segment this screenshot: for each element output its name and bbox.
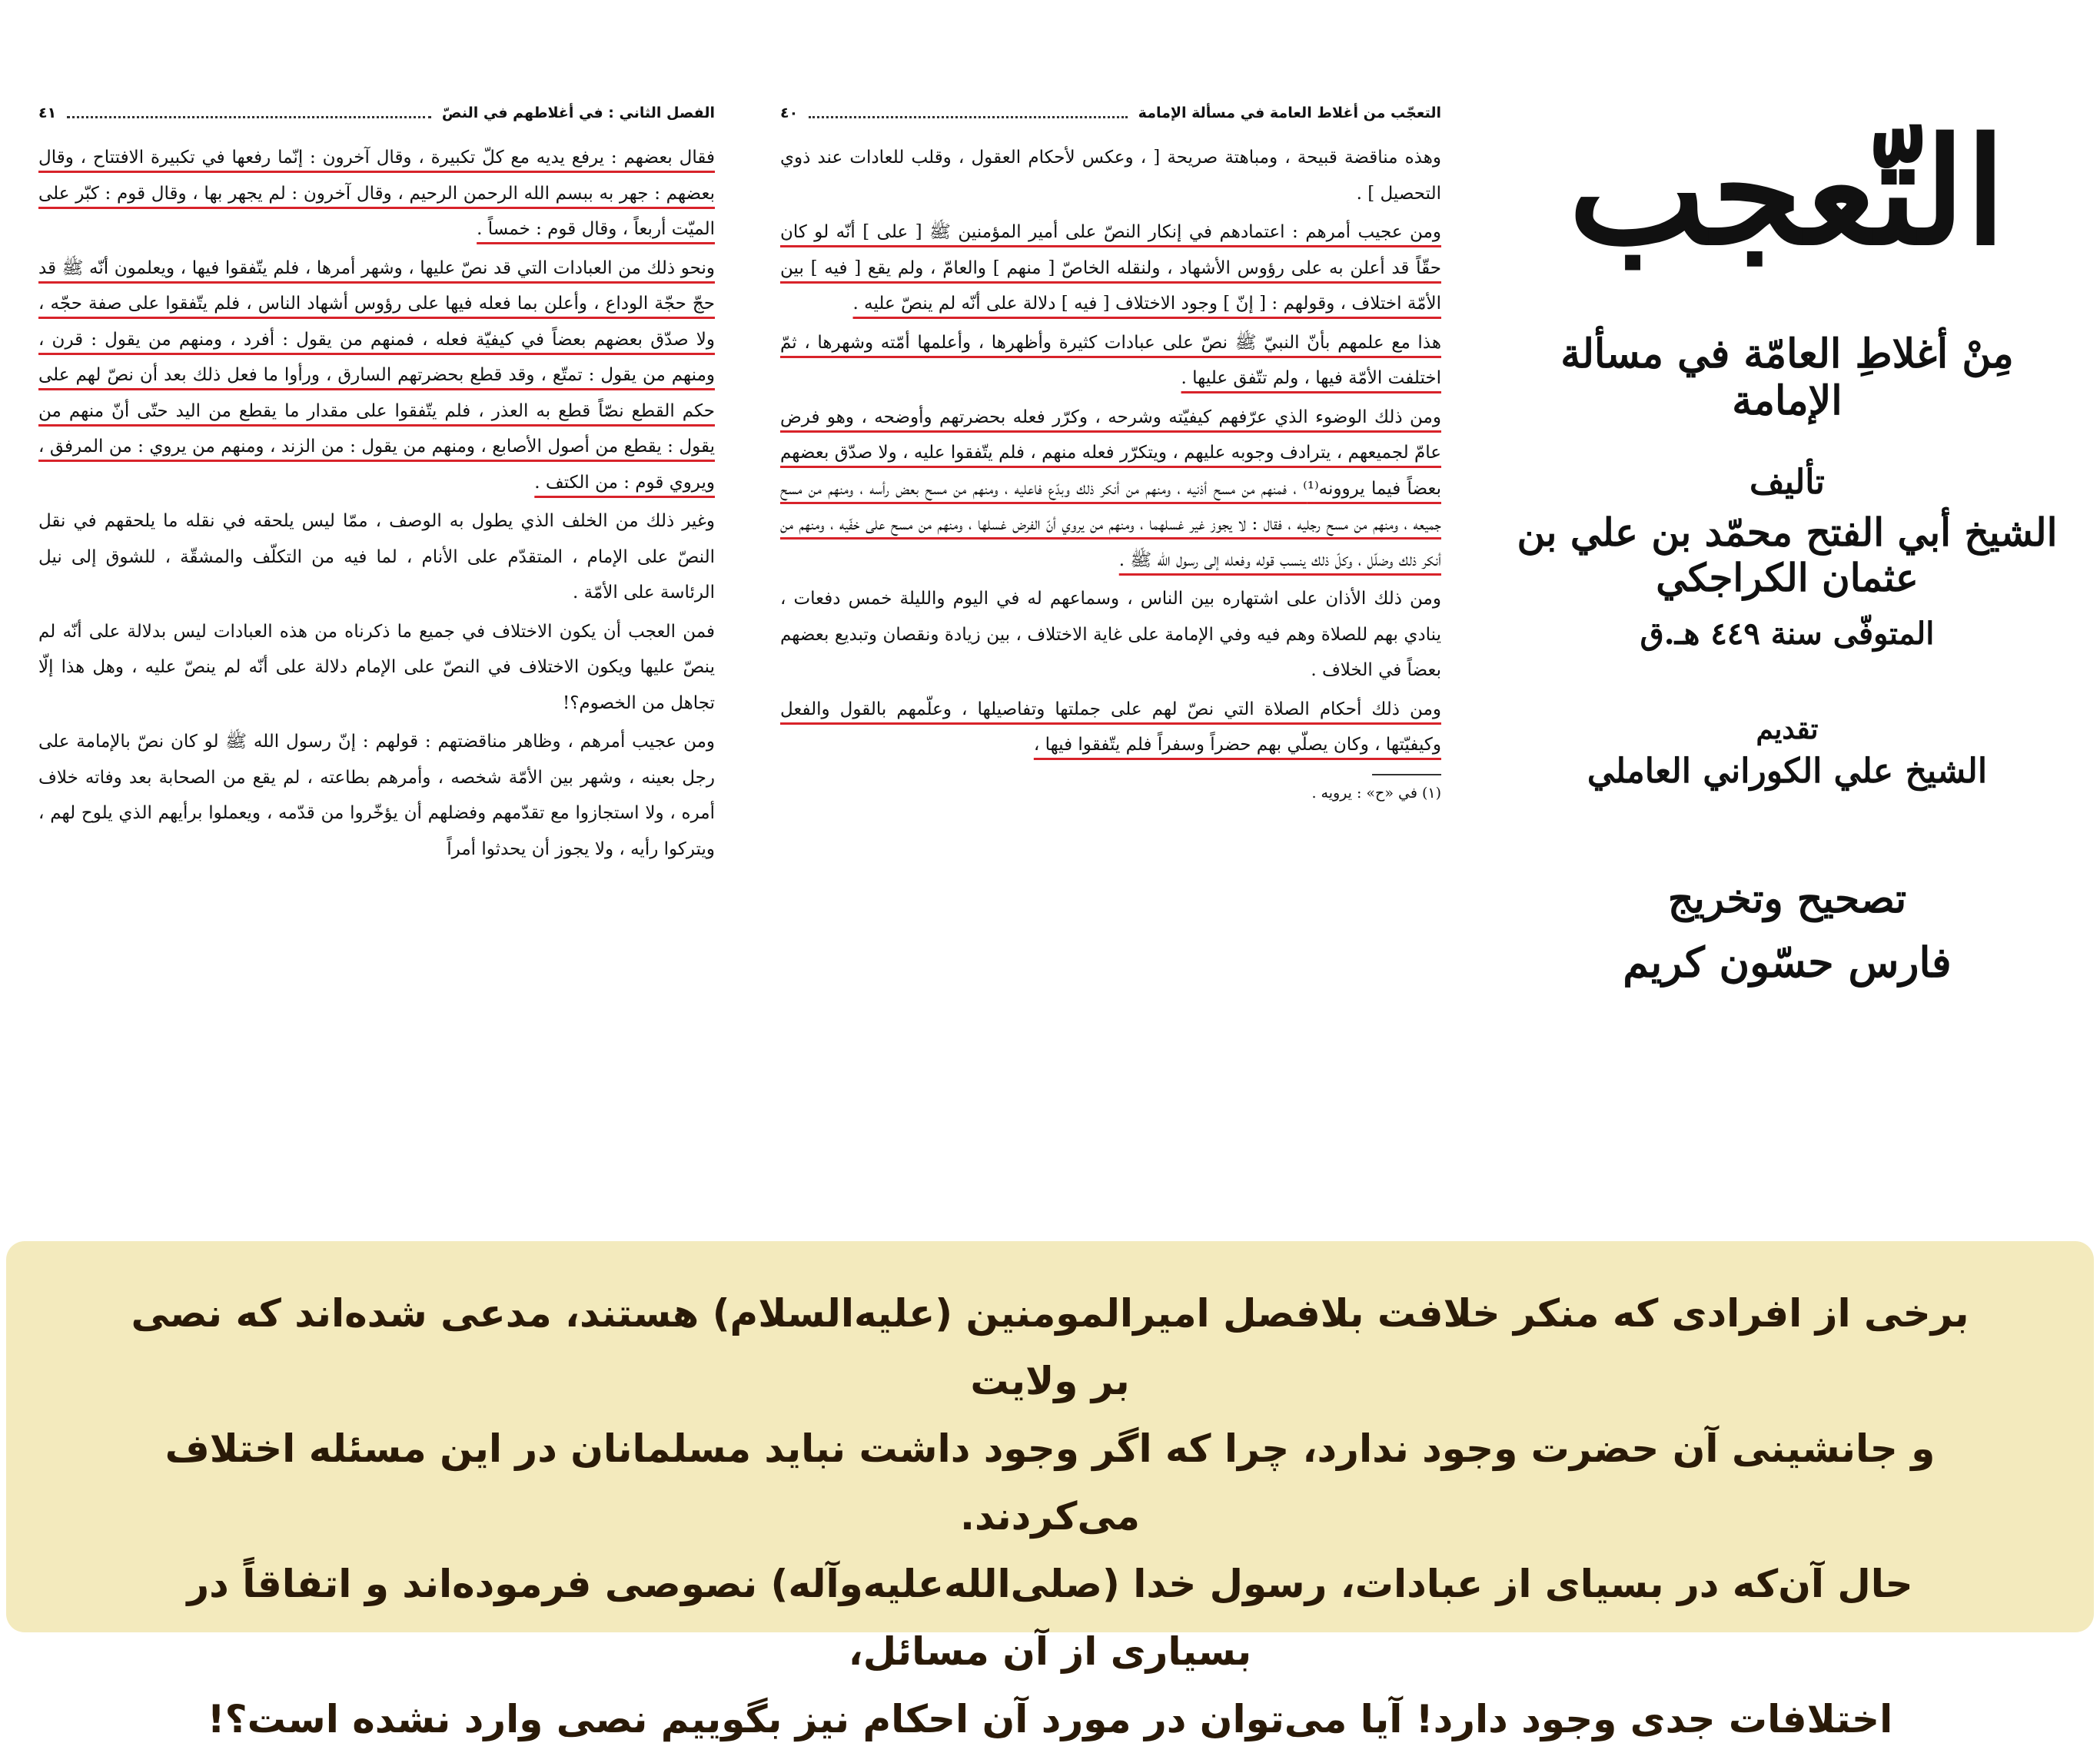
- footnote: (١) في «ح» : يرويه .: [1311, 784, 1441, 802]
- commentary-line: اختلافات جدی وجود دارد! آیا می‌توان در مورد آن احکام نیز بگوییم نصی وارد نشده است؟!: [207, 1697, 1893, 1741]
- edit-label: تصحيح وتخريج: [1667, 875, 1907, 922]
- paragraph: فقال بعضهم : يرفع يديه مع كلّ تكبيرة ، وقال آخرون : إنّما رفعها في تكبيرة الافتتاح ، وقال بعضهم : جهر به ببسم الله الرحمن الرحيم ، وقال آخرون : لم يجهر بها ، وقال قوم : كبّر على الميّت أربعاً ، وقال قوم : خمساً .: [38, 148, 716, 239]
- book-subtitle: مِنْ أغلاطِ العامّة في مسألة الإمامة: [1560, 330, 2014, 424]
- intro-label: تقديم: [1756, 713, 1819, 745]
- paragraph: فمن العجب أن يكون الاختلاف في جميع ما ذكرناه من هذه العبادات ليس بدلالة على أنّه لم ينصّ عليها ويكون الاختلاف في النصّ على الإمام دلالة على أنّه لم ينصّ عليه ، وهل هذا إلّا تجاهل من الخصوم؟!: [38, 621, 715, 713]
- title-panel: [1510, 100, 2064, 1130]
- book-title: التّعجب: [1568, 106, 2006, 277]
- header-title: الفصل الثاني : في أغلاطهم في النصّ: [441, 105, 715, 121]
- paragraph: ومن عجيب أمرهم : اعتمادهم في إنكار النصّ على أمير المؤمنين ﷺ [ على ] أنّه لو كان حقّاً قد أعلن به على رؤوس الأشهاد ، ولنقله الخاصّ [ منهم ] والعامّ ، ولم يقع [ فيه ] بين الأمّة اختلاف ، وقولهم : [ إنّ ] وجود الاختلاف [ فيه ] دلالة على أنّه لم ينصّ عليه .: [780, 222, 1441, 314]
- book-page-41: [38, 100, 715, 867]
- page-number: ٤١: [38, 105, 57, 121]
- paragraph: هذا مع علمهم بأنّ النبيّ ﷺ نصّ على عبادات كثيرة وأظهرها ، وأعلمها أمّته وشهرها ، ثمّ اختلفت الأمّة فيها ، ولم تتّفق عليها .: [780, 332, 1441, 388]
- header-title: التعجّب من أغلاط العامة في مسألة الإمامة: [1138, 105, 1441, 121]
- editor-name: فارس حسّون كريم: [1623, 938, 1952, 987]
- page-text: [780, 140, 1441, 763]
- paragraph: ومن ذلك أحكام الصلاة التي نصّ لهم على جملتها وتفاصيلها ، وعلّمهم بالقول والفعل وكيفيّتها ، وكان يصلّي بهم حضراً وسفراً فلم يتّفقوا فيها ،: [780, 699, 1441, 755]
- header-dots: [67, 108, 431, 118]
- page-text: [38, 140, 715, 867]
- running-head: [780, 100, 1441, 126]
- paragraph: ونحو ذلك من العبادات التي قد نصّ عليها ، وشهر أمرها ، فلم يتّفقوا فيها ، ويعلمون أنّه ﷺ قد حجّ حجّة الوداع ، وأعلن بما فعله فيها على رؤوس أشهاد الناس ، فلم يتّفقوا على صفة حجّه ، ولا صدّق بعضهم بعضاً في كيفيّة فعله ، فمنهم من يقول : أفرد ، ومنهم من يقول : قرن ، ومنهم من يقول : تمتّع ، وقد قطع بحضرتهم السارق ، ورأوا ما فعل ذلك بعد أن نصّ لهم على حكم القطع نصّاً قطع به العذر ، فلم يتّفقوا على مقدار ما يقطع من اليد حتّى أنّ منهم من يقول : يقطع من أصول الأصابع ، ومنهم من يقول : من الزند ، ومنهم من يروي : من المرفق ، ويروي قوم : من الكتف .: [38, 257, 715, 493]
- commentary-line: برخی از افرادی که منکر خلافت بلافصل امیرالمومنین (علیه‌السلام) هستند، مدعی شده‌اند که نصی بر ولایت: [131, 1291, 1969, 1403]
- paragraph: وغير ذلك من الخلف الذي يطول به الوصف ، ممّا ليس يلحقه في نقله ما يلحقهم في نقل النصّ على الإمام ، المتقدّم على الأنام ، لما فيه من التكلّف والمشقّة ، للشوق إلى نيل الرئاسة على الأمّة .: [38, 511, 715, 603]
- page-number: ٤٠: [780, 105, 799, 121]
- paragraph: ومن ذلك الأذان على اشتهاره بين الناس ، وسماعهم له في اليوم والليلة خمس دفعات ، ينادي بهم للصلاة وهم فيه وفي الإمامة على غاية الاختلاف ، بين زيادة ونقصان وتبديع بعضهم بعضاً في الخلاف .: [780, 589, 1441, 680]
- book-page-40: [780, 100, 1441, 802]
- author-label: تأليف: [1749, 463, 1825, 502]
- paragraph: وهذه مناقضة قبيحة ، ومباهتة صريحة [ ، وعكس لأحكام العقول ، وقلب للعادات عند ذوي التحصيل ] .: [780, 148, 1441, 204]
- commentary-line: حال آن‌که در بسیای از عبادات، رسول خدا (صلی‌الله‌علیه‌وآله) نصوصی فرموده‌اند و اتفاقاً در بسیاری از آن مسائل،: [187, 1562, 1913, 1674]
- intro-author: الشيخ علي الكوراني العاملي: [1587, 752, 1988, 791]
- author-death-year: المتوفّى سنة ٤٤٩ هـ.ق: [1640, 616, 1935, 652]
- running-head: [38, 100, 715, 126]
- footnote-rule: [1372, 774, 1441, 775]
- header-dots: [809, 108, 1127, 118]
- paragraph: ومن ذلك الوضوء الذي عرّفهم كيفيّته وشرحه ، وكرّر فعله بحضرتهم وأوضحه ، وهو فرض عامّ لجميعهم ، يترادف وجوبه عليهم ، ويتكرّر فعله منهم ، فلم يتّفقوا عليه ، ولا صدّق بعضهم بعضاً فيما يروونه⁽¹⁾ ، فمنهم من مسح أذنيه ، ومنهم من أنكر ذلك وبدّع فاعليه ، ومنهم من مسح بعض رأسه ، ومنهم من مسح جميعه ، ومنهم من مسح رجليه ، فقال : لا يجوز غير غسلهما ، ومنهم من يروي أنّ الفرض غسلها ، ومنهم من مسح على خفّيه ، ومنهم من أنكر ذلك وضلّل ، وكلّ ذلك ينسب قوله وفعله إلى رسول الله ﷺ .: [780, 407, 1442, 570]
- author-name: الشيخ أبي الفتح محمّد بن علي بن عثمان الكراجكي: [1517, 510, 2058, 600]
- commentary-line: و جانشینی آن حضرت وجود ندارد، چرا که اگر وجود داشت نباید مسلمانان در این مسئله اختلاف می‌کردند.: [164, 1426, 1936, 1539]
- commentary-box: [6, 1241, 2094, 1741]
- paragraph: ومن عجيب أمرهم ، وظاهر مناقضتهم : قولهم : إنّ رسول الله ﷺ لو كان نصّ بالإمامة على رجل بعينه ، وشهر بين الأمّة شخصه ، وأمرهم بطاعته ، لم يقع من الصحابة بعد وفاته خلاف أمره ، ولا استجازوا مع تقدّمهم وفضلهم أن يؤخّروا من قدّمه ، ويعملوا برأيهم الذي يلوح لهم ، ويتركوا رأيه ، ولا يجوز أن يحدثوا أمراً: [38, 732, 715, 859]
